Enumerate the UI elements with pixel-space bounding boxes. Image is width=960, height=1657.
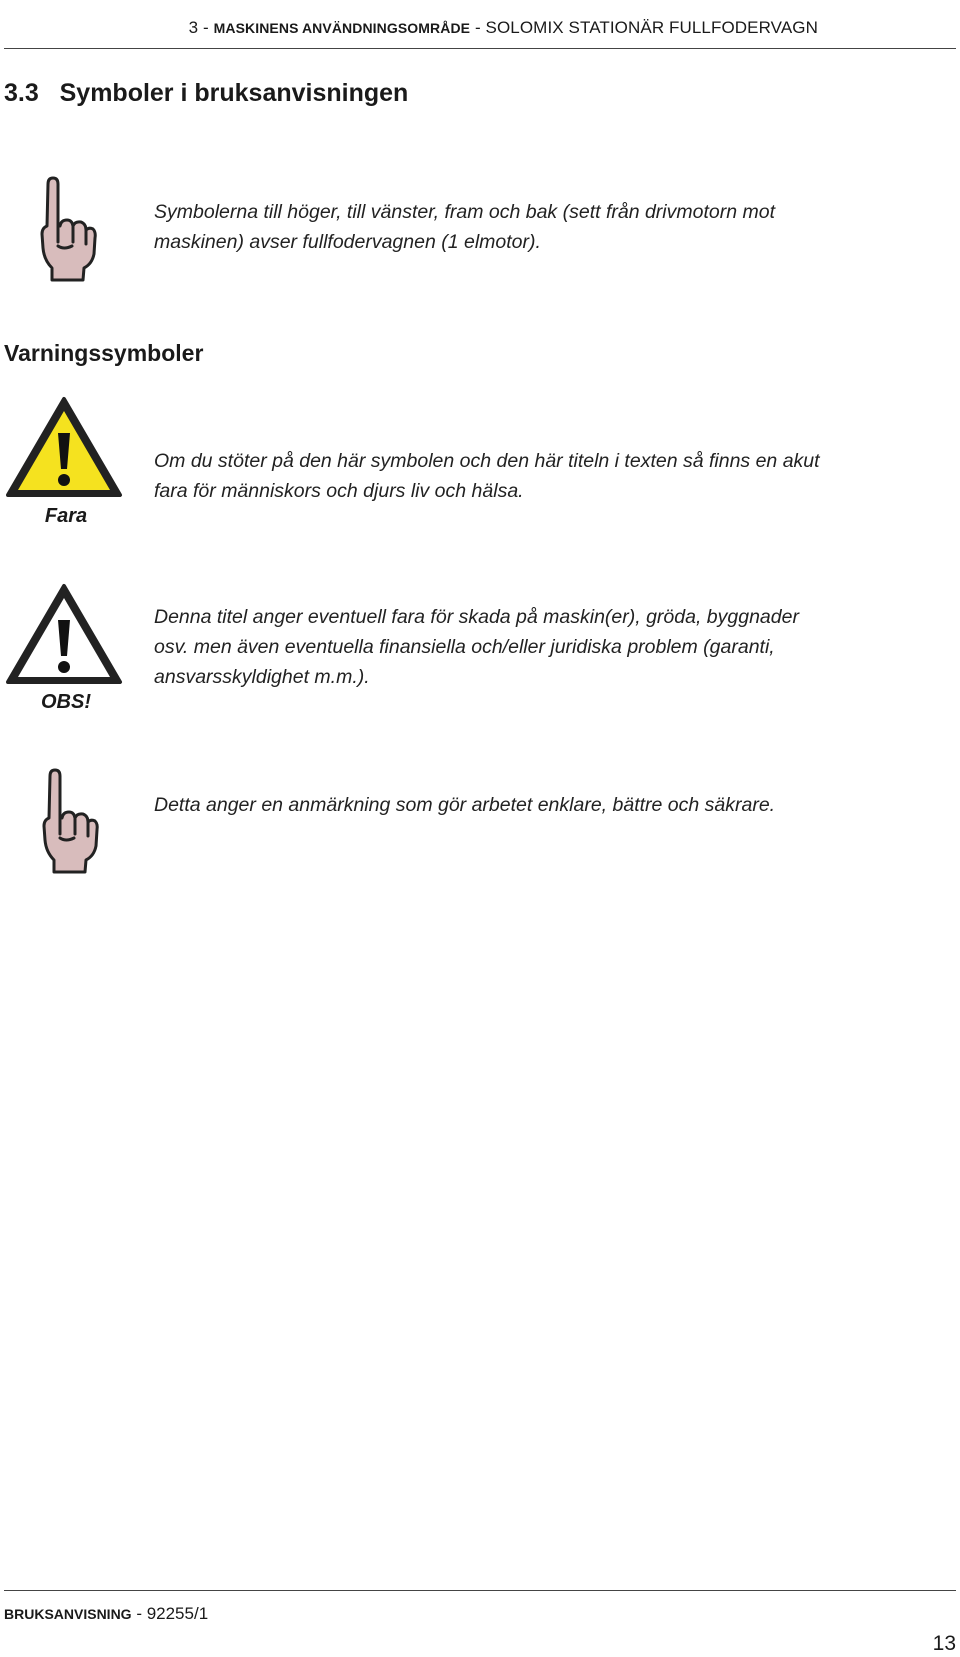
caution-caption: OBS! — [41, 691, 91, 713]
pointing-hand-icon — [38, 176, 98, 284]
header-section: MASKINENS ANVÄNDNINGSOMRÅDE — [213, 20, 471, 36]
danger-caption: Fara — [44, 505, 88, 527]
danger-line-1: Om du stöter på den här symbolen och den här titeln i texten så finns en akut — [154, 450, 820, 472]
running-header — [189, 18, 818, 38]
pointing-hand-icon — [40, 768, 100, 876]
intro-note-text — [154, 197, 954, 257]
page-header — [4, 14, 956, 49]
header-product: SOLOMIX STATIONÄR FULLFODERVAGN — [485, 18, 818, 37]
page-number: 13 — [932, 1632, 956, 1655]
section-heading — [4, 79, 408, 108]
danger-text — [154, 446, 954, 506]
caution-warning-icon — [4, 582, 124, 688]
danger-line-2: fara för människors och djurs liv och hälsa. — [154, 480, 524, 502]
header-separator: - — [474, 18, 481, 37]
intro-line-2: maskinen) avser fullfodervagnen (1 elmotor). — [154, 231, 541, 253]
footer-doc-number: - 92255/1 — [136, 1604, 209, 1623]
remark-text: Detta anger en anmärkning som gör arbetet enklare, bättre och säkrare. — [154, 794, 776, 816]
section-title: Symboler i bruksanvisningen — [59, 79, 409, 107]
footer-document-id — [4, 1604, 208, 1624]
footer-doc-title: BRUKSANVISNING — [4, 1606, 132, 1622]
intro-line-1: Symbolerna till höger, till vänster, fram och bak (sett från drivmotorn mot — [154, 201, 776, 223]
header-chapter: 3 - — [188, 18, 209, 37]
danger-warning-icon — [4, 395, 124, 501]
caution-text — [154, 602, 954, 692]
caution-line-3: ansvarsskyldighet m.m.). — [154, 666, 370, 688]
warnings-heading: Varningssymboler — [4, 340, 204, 366]
caution-line-1: Denna titel anger eventuell fara för skada på maskin(er), gröda, byggnader — [154, 606, 799, 628]
footer-rule — [4, 1590, 956, 1591]
section-number: 3.3 — [4, 79, 39, 107]
caution-line-2: osv. men även eventuella finansiella och/eller juridiska problem (garanti, — [154, 636, 775, 658]
